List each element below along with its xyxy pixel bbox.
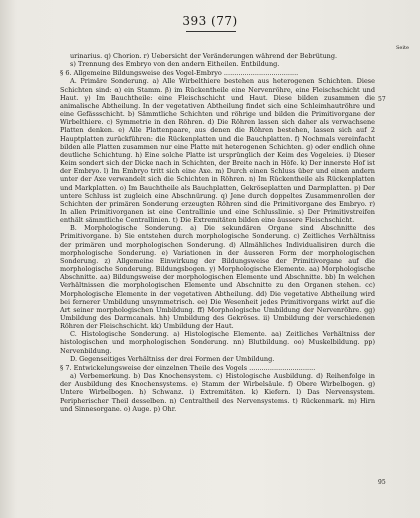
page-number-rule — [186, 31, 236, 32]
paragraph: a) Verbemerkung. b) Das Knochensystem. c) Histologische Ausbildung. d) Reihenfolge in der Ausbildung des Knochensystems. e) Stamm der Wirbelsäule. f) Obere Wirbelbogen. g) Untere Wirbelbogen. h) Schwanz. i) Extremitäten. k) Kiefern. l) Das Nervensystem. Peripherischer Theil desselben. n) Centraltheil des Nervensystems. t) Rückenmark. m) Hirn und Sinnesorgane. o) Auge. p) Ohr. — [60, 372, 375, 413]
paragraph: C. Histologische Sonderung. a) Histologische Elemente. aa) Zeitliches Verhältniss der histologischen und morphologischen Sonderung. nn) Blutbildung. oo) Muskelbildung. pp) Nervenbildung. — [60, 330, 375, 355]
paragraph: D. Gegenseitiges Verhältniss der drei Formen der Umbildung. — [70, 354, 275, 363]
paragraph: s) Trennung des Embryo von den andern Eitheilen. Entbildung. — [70, 60, 280, 69]
paragraph: B. Morphologische Sonderung. a) Die sekundären Organe sind Abschnitte des Primitivorgane. b) Sie entstehen durch morphologische Sonderung. c) Zeitliches Verhältniss der primären und morphologischen Sonderung. d) Allmähliches Individualisiren durch die morphologische Sonderung. e) Variationen in der äusseren Form der morphologischen Sonderung. z) Allgemeine Einwirkung der Bildungsweise der Primitivorgane auf die morphologische Sonderung. Bildungsbogen. y) Morphologische Elemente. aa) Morphologische Abschnitte. aa) Bildungsweise der morphologischen Elemente und Abschnitte. bb) In welchen Verhältnissen die morphologischen Elemente und Abschnitte zu den Organen stehen. cc) Morphologische Elemente in der vegetativen Abtheilung. dd) Die vegetative Abtheilung wird bei fernerer Umbildung unsymmetrisch. ee) Die Wesenheit jedes Primitivorgans wirkt auf die Art seiner morphologischen Umbildung. ff) Morphologische Umbildung der Nervenröhre. gg) Umbildung des Darmcanals. hh) Umbildung des Gekröses. ii) Umbildung der verschiedenen Röhren der Fleischschicht. kk) Umbildung der Haut. — [60, 224, 375, 331]
paragraph: A. Primäre Sonderung. a) Alle Wirbelthiere bestehen aus heterogenen Schichten. Diese Schichten sind: α) ein Stamm. β) im Rückentheile eine Nervenröhre, eine Fleischschicht und Haut. γ) Im Bauchtheile: eine Fleischschicht und Haut. Diese bilden zusammen die animalische Abtheilung. In der vegetativen Abtheilung findet sich eine Schleimhautröhre und eine Gefässschicht. b) Sämmtliche Schichten und röhrige und bilden die Primitivorgane der Wirbelthiere. c) Symmetrie in den Röhren. d) Die Röhren lassen sich daher als verwachsene Platten denken. e) Alle Plattenpaare, aus denen die Röhren bestehen, lassen sich auf 2 Hauptplatten zurückführen: die Rückenplatten und die Bauchplatten. f) Nochmals vereinfacht bilden alle Platten zusammen nur eine Platte mit heterogenen Schichten. g) oder endlich ohne deutliche Schichtung. h) Eine solche Platte ist ursprünglich der Keim des Vogeleies. i) Dieser Keim sondert sich der Dicke nach in Schichten, der Breite nach in Höfe. k) Der innerste Hof ist der Embryo. l) Im Embryo tritt sich eine Axe. m) Durch einen Schluss über und einen andern unter der Axe verwandelt sich die Schichten in Röhren. n) Im Rückentheile als Rückenplatten und Markplatten. o) Im Bauchtheile als Bauchplatten, Gekröseplatten und Darmplatten. p) Der untere Schluss ist zugleich eine Abschnürung. q) Jene durch doppeltes Zusammenrollen der Schichten der primären Sonderung erzeugten Röhren sind die Primitivorgane des Embryo. r) In allen Primitivorganen ist eine Centrallinie und eine Schlusslinie. s) Der Primitivstreifen enthält sämmtliche Centrallinien. t) Die Extremitäten bilden eine äussere Fleischschicht. — [60, 77, 375, 225]
page-body — [60, 52, 375, 413]
section-heading: § 7. Entwickelungsweise der einzelnen Theile des Vogels ................................ — [60, 363, 316, 372]
margin-number: 95 — [378, 479, 386, 486]
corner-mark: Seite — [396, 45, 409, 51]
margin-number: 57 — [378, 96, 386, 103]
section-heading: § 6. Allgemeine Bildungsweise des Vogel-Embryo .................................... — [60, 69, 299, 78]
page-number: 393 (77) — [182, 14, 238, 28]
paragraph: urinarius. q) Chorion. r) Uebersicht der Veränderungen während der Bebrütung. — [70, 52, 338, 60]
